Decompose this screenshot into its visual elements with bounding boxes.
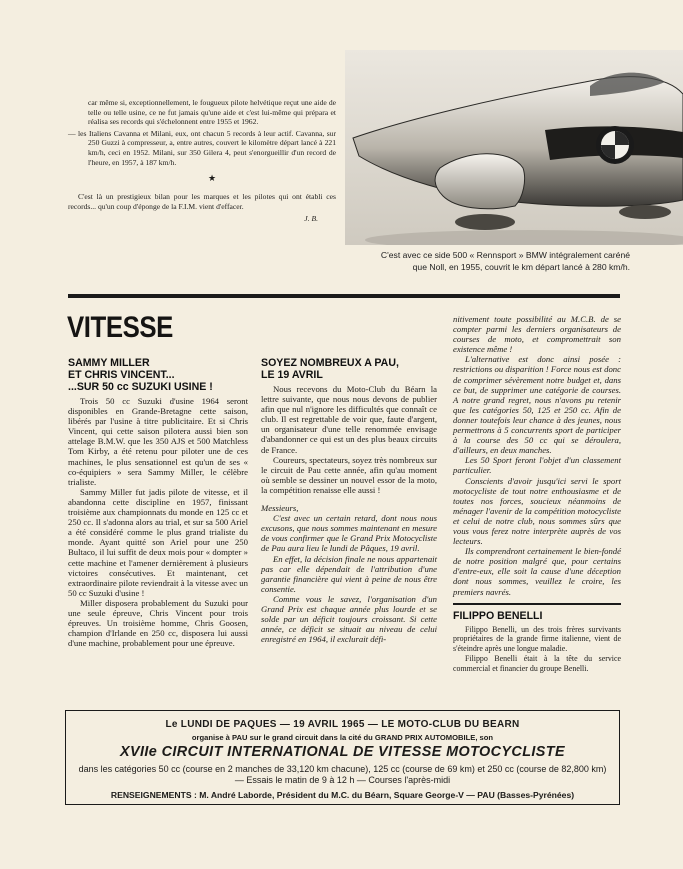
paragraph: Filippo Benelli, un des trois frères survivants propriétaires de la grande firme italienne, vient de s'éteindre après une longue maladie.	[453, 624, 621, 654]
letter-paragraph: Les 50 Sport feront l'objet d'un classement particulier.	[453, 455, 621, 476]
announcement-date-line: Le LUNDI DE PAQUES — 19 AVRIL 1965 — LE MOTO-CLUB DU BEARN	[165, 719, 520, 730]
heading-sammy-miller: SAMMY MILLER	[68, 357, 150, 369]
section-divider	[68, 294, 620, 298]
star-separator: ★	[207, 173, 217, 184]
letter-paragraph: Comme vous le savez, l'organisation d'un Grand Prix est chaque année plus lourde et se solde par un déficit toujours croissant. Si cette année, ce déficit se situait au niveau de celui enregistré en 1964, il exclurait défi-	[261, 593, 437, 645]
section-title: VITESSE	[67, 311, 173, 344]
announcement-organiser-line: organise à PAU sur le grand circuit dans la cité du GRAND PRIX AUTOMOBILE, son	[191, 733, 494, 742]
photo-caption: C'est avec ce side 500 « Rennsport » BMW intégralement caréné que Noll, en 1955, couvrit le km départ lancé à 280 km/h.	[380, 250, 630, 272]
letter-salutation: Messieurs,	[261, 503, 299, 514]
paragraph: Nous recevons du Moto-Club du Béarn la lettre suivante, que nous nous devons de publier afin que nul n'ignore les difficultés que connaît ce club. Il est regrettable de voir que, faute d'argent, un organisateur d'une telle renommée envisage d'abandonner ce qui est un des plus beaux circuits de France.	[261, 384, 437, 455]
column-divider	[453, 603, 621, 605]
letter-paragraph: En effet, la décision finale ne nous appartenait pas car elle dépendait de l'attribution d'une garantie financière qui vient à peine de nous être consentie.	[261, 553, 437, 594]
paragraph: Coureurs, spectateurs, soyez très nombreux sur le circuit de Pau cette année, afin qu'au moment où semble se dessiner un nouvel essor de la moto, la compétition renaisse elle aussi !	[261, 454, 437, 495]
announcement-box	[65, 710, 620, 805]
paragraph: Sammy Miller fut jadis pilote de vitesse, et il abandonna cette discipline en 1957, finissant troisième aux championnats du monde en 125 cc et 250 cc. Il s'adonna alors au trial, et sur sa 500 Ariel a été considéré comme le plus grand trialiste du monde. Ayant quitté son Ariel pour une 250 Bultaco, il lui suffit de deux mois pour « dompter » cette machine et l'amener dernièrement à plusieurs victoires consécutives. Et maintenant, cet extraordinaire pilote reviendrait à la vitesse avec un 50 cc Suzuki d'usine !	[68, 486, 248, 598]
closing-text: C'est là un prestigieux bilan pour les marques et les pilotes qui ont établi ces records... qu'un coup d'éponge de la F.I.M. vient d'effacer.	[68, 192, 336, 211]
announcement-categories: dans les catégories 50 cc (course en 2 manches de 33,120 km chacune), 125 cc (course de 69 km) et 250 cc (course de 82,800 km) — Essais le matin de 9 à 12 h — Courses l'après-midi	[78, 764, 607, 785]
column-continuation	[453, 314, 621, 674]
letter-paragraph: Ils comprendront certainement le bien-fondé de notre position malgré que, pour certains d'entre-eux, elle soit la cause d'une déception dont nous sommes, veuillez le croire, les premiers navrés.	[453, 546, 621, 597]
sidecar-photo	[345, 50, 683, 245]
paragraph: Trois 50 cc Suzuki d'usine 1964 seront disponibles en Grande-Bretagne cette saison, libérés par l'usine à titre publicitaire. Et si Chris Vincent, qui cette saison pilotera aussi bien son attelage B.M.W. que les 350 AJS et 500 Matchless Tom Kirby, a été retenu pour piloter une de ces machines, le plus sensationnel est qu'un de ses « co-équipiers » sera Sammy Miller, le célèbre trialiste.	[68, 396, 248, 487]
heading-chris-vincent: ET CHRIS VINCENT...	[68, 369, 175, 381]
column-pau	[261, 357, 437, 644]
column-sammy-miller	[68, 357, 248, 648]
heading-soyez-nombreux: SOYEZ NOMBREUX A PAU,	[261, 357, 399, 369]
heading-19-avril: LE 19 AVRIL	[261, 369, 323, 381]
paragraph: Filippo Benelli était à la tête du service commercial et financier du groupe Benelli.	[453, 654, 621, 673]
announcement-event-title: XVIIe CIRCUIT INTERNATIONAL DE VITESSE MOTOCYCLISTE	[120, 744, 565, 760]
bmw-sidecar-image	[345, 50, 683, 245]
article-continuation	[68, 98, 336, 224]
paragraph: Miller disposera probablement du Suzuki pour une seule épreuve, Chris Vincent pour trois épreuves. Un troisième homme, Chris Goosen, champion d'Irlande en 250 cc, disposera lui aussi d'une machine, probablement pour une épreuve.	[68, 597, 248, 649]
records-bullet: — les Italiens Cavanna et Milani, eux, ont chacun 5 records à leur actif. Cavanna, sur 250 Guzzi à compresseur, a, entre autres, couvert le kilomètre départ lancé à 221 km/h, ceci en 1952. Milani, sur 350 Gilera 4, peut s'enorgueillir d'un record de l'heure, en 1957, à 187 km/h.	[68, 128, 336, 167]
continuation-text: car même si, exceptionnellement, le fougueux pilote helvétique reçut une aide de telle ou telle usine, ce ne fut jamais qu'une aide et c'est lui-même qui prépara et réalisa ses records qui s'échelonnent entre 1955 et 1962.	[88, 98, 336, 127]
signature: J. B.	[304, 214, 318, 224]
letter-paragraph: Conscients d'avoir jusqu'ici servi le sport motocycliste de tout notre enthousiasme et de toutes nos forces, soucieux néanmoins de ménager l'avenir de la compétition motocycliste et celui de notre club, nous sommes sûrs que vous vous ferez notre interprète auprès de vos lecteurs.	[453, 475, 621, 547]
letter-paragraph: C'est avec un certain retard, dont nous nous excusons, que nous sommes maintenant en mesure de vous confirmer que le Grand Prix Motocycliste de Pau aura lieu le lundi de Pâques, 19 avril.	[261, 513, 437, 554]
heading-suzuki: ...SUR 50 cc SUZUKI USINE !	[68, 381, 213, 393]
heading-filippo-benelli: FILIPPO BENELLI	[453, 609, 543, 622]
letter-paragraph: L'alternative est donc ainsi posée : restrictions ou disparition ! Force nous est donc de comprimer sévèrement notre budget et, dans ce but, de supprimer une catégorie de courses. A notre grand regret, nous n'avons pu retenir que les catégories 50, 125 et 250 cc. Afin de donner toutefois leur chance à des jeunes, nous permettrons à 5 concurrents sport de participer à la course des 50 cc qui se déroulera, d'ailleurs, en deux manches.	[453, 354, 621, 456]
announcement-contact: RENSEIGNEMENTS : M. André Laborde, Président du M.C. du Béarn, Square George-V — PAU (Basses-Pyrénées)	[110, 790, 575, 800]
letter-paragraph: nitivement toute possibilité au M.C.B. de se compter parmi les derniers organisateurs de courses de moto, et compromettrait son existence même !	[453, 314, 621, 355]
